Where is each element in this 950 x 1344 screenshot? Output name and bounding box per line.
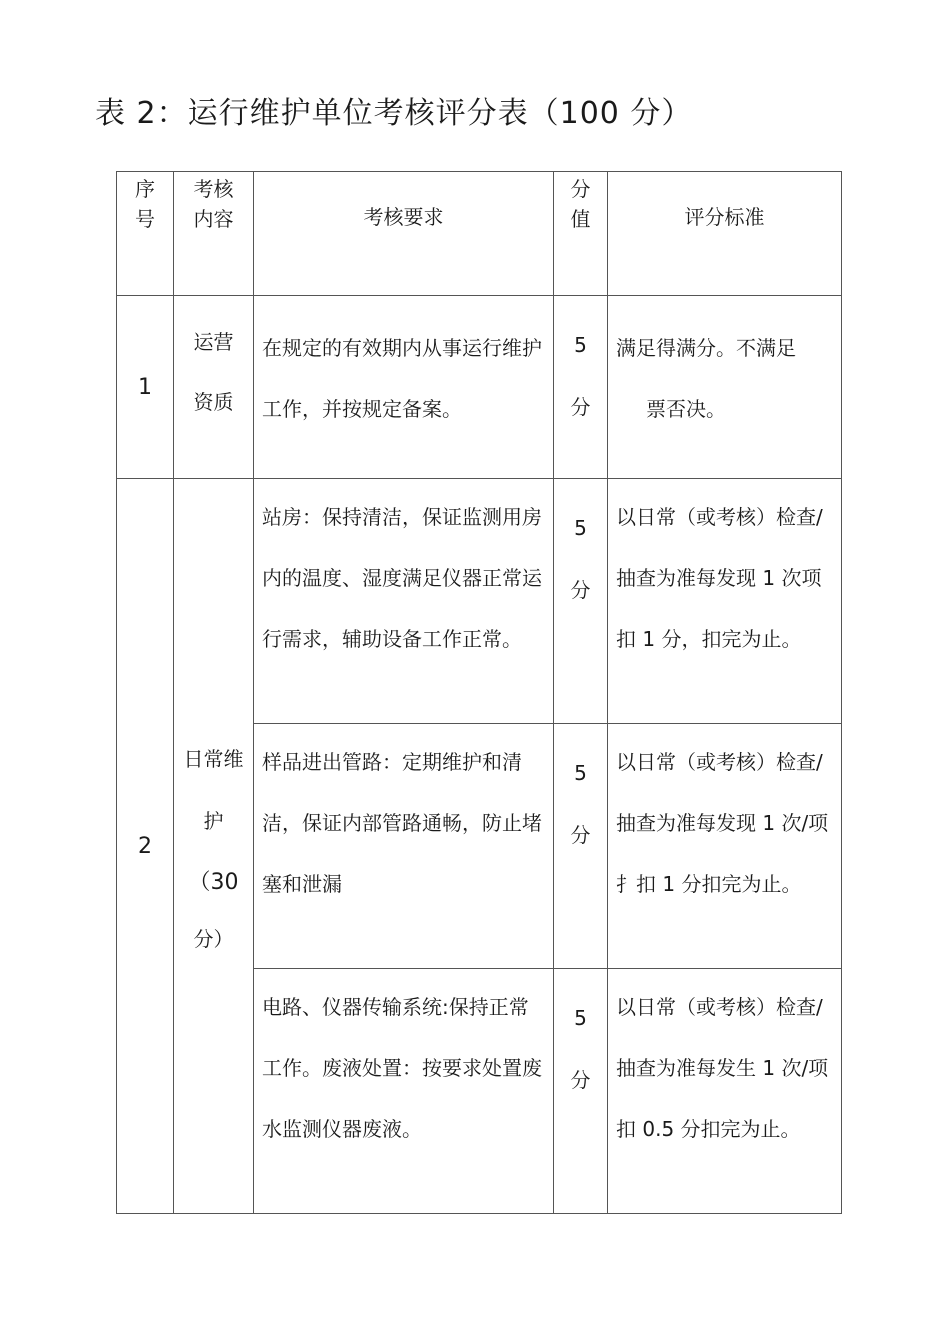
row-requirement: 站房：保持清洁，保证监测用房内的温度、湿度满足仪器正常运行需求，辅助设备工作正常。 bbox=[254, 479, 554, 724]
row-points: 5 分 bbox=[554, 296, 608, 479]
row-category: 日常维 护 （30 分） bbox=[174, 479, 254, 1214]
table-row bbox=[117, 479, 842, 724]
header-index: 序 号 bbox=[117, 172, 174, 296]
header-row bbox=[117, 172, 842, 296]
row-points: 5 分 bbox=[554, 724, 608, 969]
row-requirement: 样品进出管路：定期维护和清洁，保证内部管路通畅，防止堵塞和泄漏 bbox=[254, 724, 554, 969]
row-category: 运营 资质 bbox=[174, 296, 254, 479]
header-requirement: 考核要求 bbox=[254, 172, 554, 296]
header-content: 考核 内容 bbox=[174, 172, 254, 296]
row-standard: 以日常（或考核）检查/抽查为准每发现 1 次项扣 1 分，扣完为止。 bbox=[608, 479, 842, 724]
row-index: 1 bbox=[117, 296, 174, 479]
row-standard: 以日常（或考核）检查/抽查为准每发生 1 次/项扣 0.5 分扣完为止。 bbox=[608, 969, 842, 1214]
row-standard: 满足得满分。不满足 票否决。 bbox=[608, 296, 842, 479]
row-index: 2 bbox=[117, 479, 174, 1214]
row-points: 5 分 bbox=[554, 969, 608, 1214]
row-requirement: 电路、仪器传输系统:保持正常工作。废液处置：按要求处置废水监测仪器废液。 bbox=[254, 969, 554, 1214]
row-points: 5 分 bbox=[554, 479, 608, 724]
header-points: 分 值 bbox=[554, 172, 608, 296]
row-standard: 以日常（或考核）检查/抽查为准每发现 1 次/项扌扣 1 分扣完为止。 bbox=[608, 724, 842, 969]
header-standard: 评分标准 bbox=[608, 172, 842, 296]
row-requirement: 在规定的有效期内从事运行维护工作，并按规定备案。 bbox=[254, 296, 554, 479]
page-title: 表 2：运行维护单位考核评分表（100 分） bbox=[95, 96, 693, 131]
table-row bbox=[117, 296, 842, 479]
assessment-table bbox=[116, 171, 842, 1214]
